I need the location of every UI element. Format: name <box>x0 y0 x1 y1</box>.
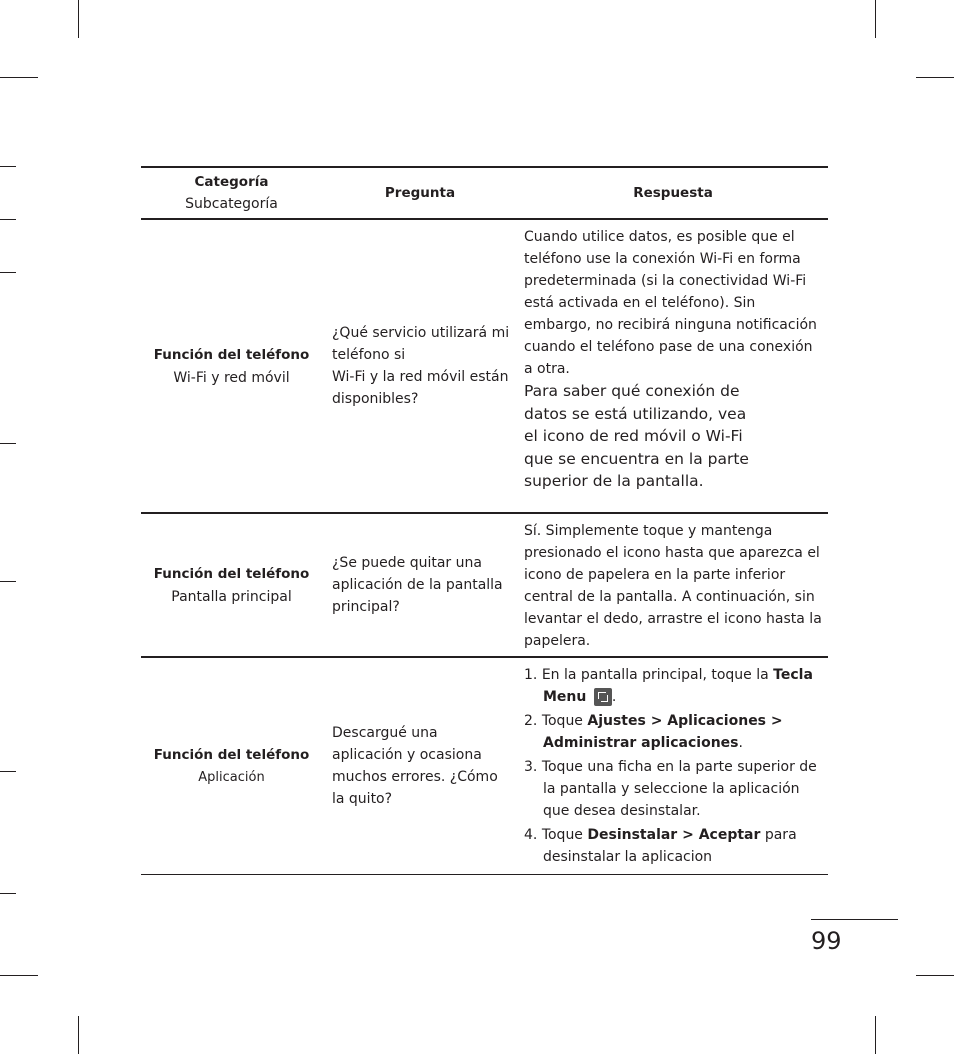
crop-mark <box>875 0 876 38</box>
category-cell <box>141 513 322 657</box>
category-cell <box>141 219 322 513</box>
page-number: 99 <box>811 927 842 955</box>
crop-mark <box>0 581 16 582</box>
table-row <box>141 513 828 657</box>
step-item: 1. En la pantalla principal, toque la Tecla Menu . <box>524 667 813 705</box>
steps-list <box>524 664 824 868</box>
crop-mark <box>0 77 38 78</box>
answer-cell <box>518 219 828 513</box>
category-label: Función del teléfono <box>153 346 310 363</box>
step-item: 4. Toque Desinstalar > Aceptar para desinstalar la aplicacion <box>524 827 797 865</box>
question-text: ¿Qué servicio utilizará mi teléfono si <box>332 325 510 363</box>
question-text: ¿Se puede quitar una aplicación de la pantalla principal? <box>332 555 503 615</box>
category-label: Función del teléfono <box>153 747 310 763</box>
crop-mark <box>0 443 16 444</box>
subcategory-label: Aplicación <box>198 770 265 785</box>
crop-mark <box>916 975 954 976</box>
faq-table <box>141 166 828 875</box>
crop-mark <box>0 893 16 894</box>
question-cell <box>322 657 518 875</box>
crop-mark <box>78 0 79 38</box>
answer-cell <box>518 657 828 875</box>
question-text: Wi-Fi y la red móvil están disponibles? <box>332 369 509 407</box>
header-pregunta: Pregunta <box>322 167 518 219</box>
subcategory-label: Wi-Fi y red móvil <box>173 369 290 386</box>
category-cell <box>141 657 322 875</box>
crop-mark <box>78 1016 79 1054</box>
page-number-rule <box>811 919 898 920</box>
step-item: 2. Toque Ajustes > Aplicaciones > Administrar aplicaciones. <box>524 713 783 751</box>
answer-cell <box>518 513 828 657</box>
table-row <box>141 219 828 513</box>
table-header-row <box>141 167 828 219</box>
crop-mark <box>0 771 16 772</box>
question-text: Descargué una aplicación y ocasiona muchos errores. ¿Cómo la quito? <box>332 725 498 807</box>
question-cell <box>322 513 518 657</box>
header-respuesta: Respuesta <box>518 167 828 219</box>
crop-mark <box>0 975 38 976</box>
crop-mark <box>0 219 16 220</box>
subcategory-label: Pantalla principal <box>171 588 292 605</box>
category-label: Función del teléfono <box>153 565 310 582</box>
answer-text: Para saber qué conexión de datos se está utilizando, vea el icono de red móvil o Wi-Fi que se encuentra en la parte superior de la pantalla. <box>524 382 749 490</box>
step-item: 3. Toque una ficha en la parte superior de la pantalla y seleccione la aplicación que desea desinstalar. <box>524 759 817 819</box>
crop-mark <box>916 77 954 78</box>
crop-mark <box>0 272 16 273</box>
crop-mark <box>0 166 16 167</box>
menu-key-icon <box>594 688 612 706</box>
question-cell <box>322 219 518 513</box>
table-row <box>141 657 828 875</box>
answer-text: Sí. Simplemente toque y mantenga presionado el icono hasta que aparezca el icono de papelera en la parte inferior central de la pantalla. A continuación, sin levantar el dedo, arrastre el icono hasta la papelera. <box>524 523 822 649</box>
answer-text: Cuando utilice datos, es posible que el teléfono use la conexión Wi-Fi en forma predeterminada (si la conectividad Wi-Fi está activada en el teléfono). Sin embargo, no recibirá ninguna notificación cuando el teléfono pase de una conexión a otra. <box>524 229 817 377</box>
crop-mark <box>875 1016 876 1054</box>
header-subcategoria: Subcategoría <box>185 196 278 212</box>
header-categoria: Categoría Subcategoría <box>141 167 322 219</box>
